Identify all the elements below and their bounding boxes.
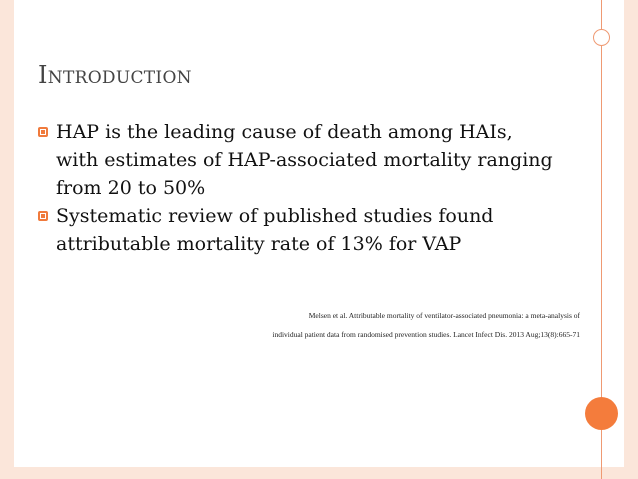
bullet-text: Systematic review of published studies found attributable mortality rate of 13% for VAP xyxy=(56,205,494,255)
citation-line-2: individual patient data from randomised prevention studies. Lancet Infect Dis. 2013 Aug;13(8):665-71 xyxy=(272,330,580,339)
bullet-item xyxy=(34,202,554,258)
square-bullet-icon xyxy=(34,118,54,146)
bullet-list xyxy=(34,118,554,258)
citation xyxy=(150,306,580,344)
right-frame-border xyxy=(624,0,638,479)
filled-circle-icon xyxy=(585,397,618,430)
square-bullet-icon xyxy=(34,202,54,230)
slide-title: Introduction xyxy=(38,61,192,89)
left-frame-border xyxy=(0,0,14,479)
bottom-frame-border xyxy=(0,467,638,479)
bullet-item xyxy=(34,118,554,202)
bullet-text: HAP is the leading cause of death among HAIs, with estimates of HAP-associated mortality ranging from 20 to 50% xyxy=(56,121,553,199)
citation-line-1: Melsen et al. Attributable mortality of ventilator-associated pneumonia: a meta-analysis of xyxy=(308,311,580,320)
circle-outline-icon xyxy=(593,29,610,46)
